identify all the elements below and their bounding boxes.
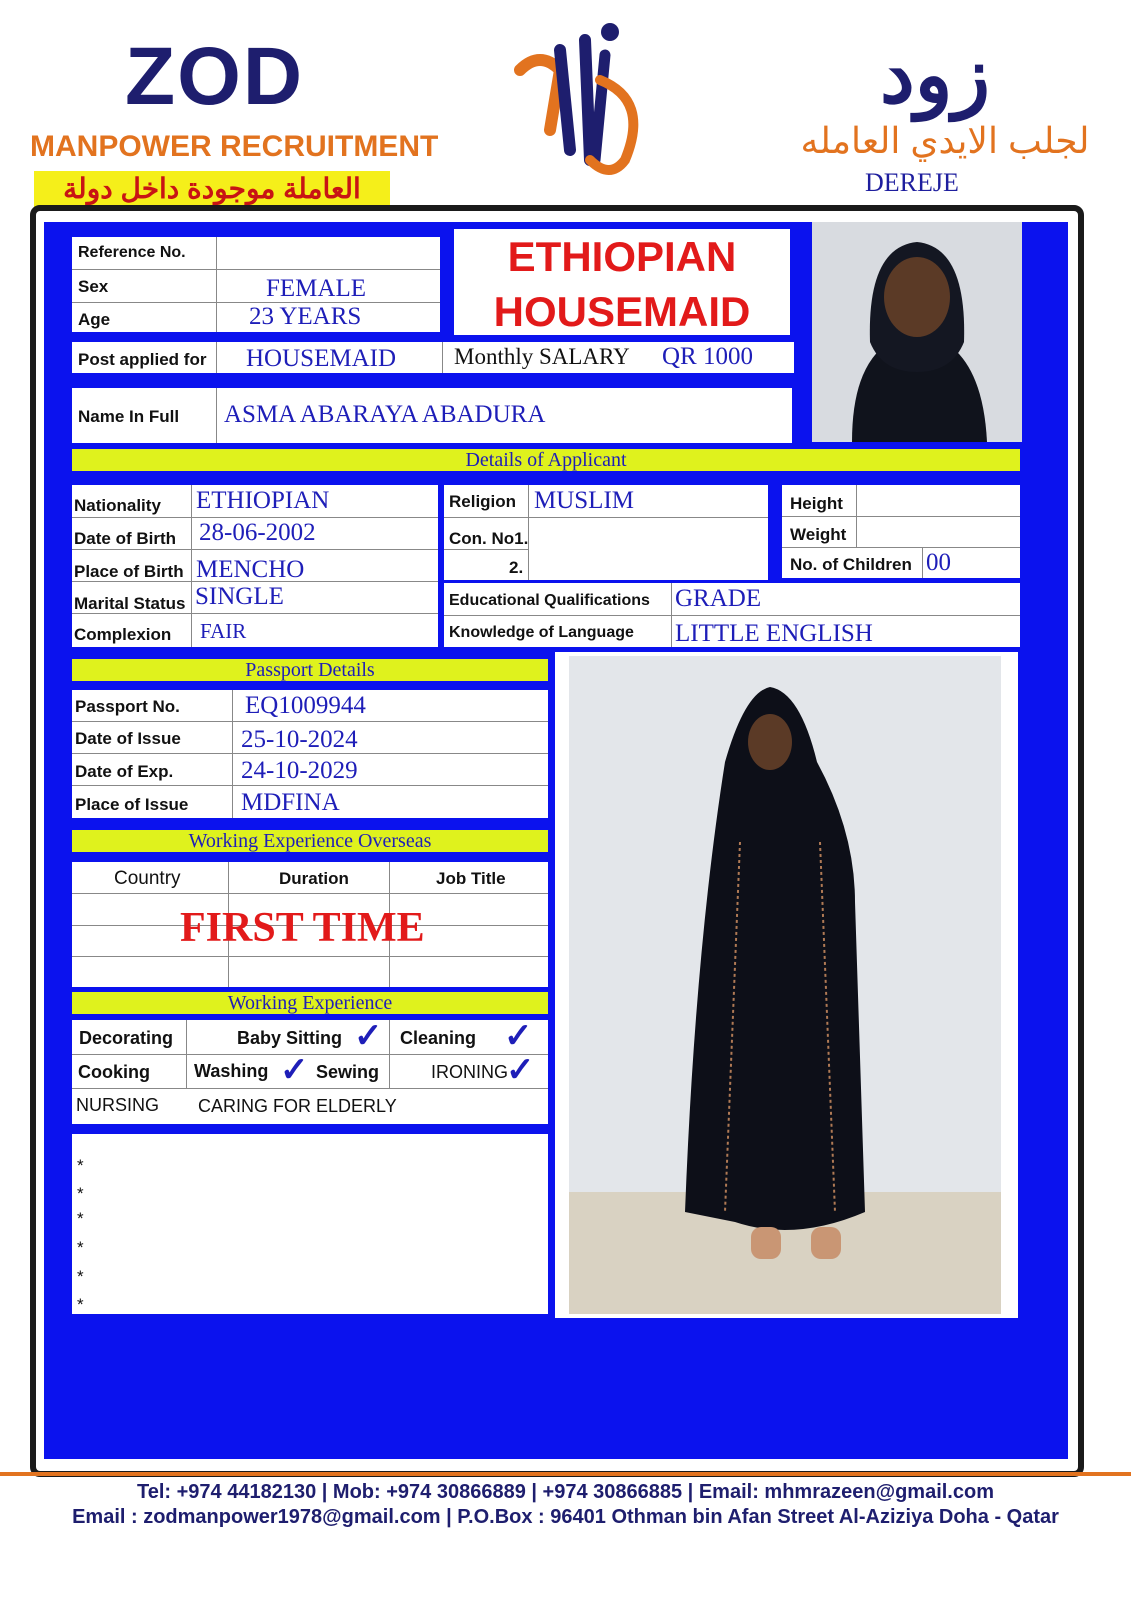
reference-label: Reference No. bbox=[78, 244, 186, 261]
issue-date-value: 25-10-2024 bbox=[241, 726, 358, 753]
full-body-photo bbox=[555, 652, 1018, 1318]
post-value: HOUSEMAID bbox=[246, 345, 396, 372]
religion-label: Religion bbox=[449, 492, 517, 511]
footer-contact-line: Tel: +974 44182130 | Mob: +974 30866889 | +974 30866885 | Email: mhmrazeen@gmail.com bbox=[137, 1481, 994, 1503]
religion-value: MUSLIM bbox=[534, 487, 635, 514]
note-bullet: * bbox=[77, 1209, 84, 1228]
salary-value: QR 1000 bbox=[662, 343, 753, 370]
complexion-value: FAIR bbox=[200, 619, 247, 643]
skill-sewing: Sewing bbox=[316, 1062, 380, 1082]
age-value: 23 YEARS bbox=[249, 303, 362, 330]
education-label: Educational Qualifications bbox=[449, 592, 650, 609]
overseas-col-duration: Duration bbox=[279, 869, 349, 888]
check-icon: ✓ bbox=[506, 1051, 535, 1089]
dereje-label: DEREJE bbox=[865, 168, 959, 197]
note-bullet: * bbox=[77, 1184, 84, 1203]
education-value: GRADE bbox=[675, 585, 762, 612]
children-label: No. of Children bbox=[790, 555, 912, 574]
salary-label: Monthly SALARY bbox=[454, 344, 630, 369]
expiry-date-label: Date of Exp. bbox=[75, 762, 174, 781]
arabic-logo: زود bbox=[880, 31, 991, 119]
passport-no-value: EQ1009944 bbox=[245, 692, 366, 719]
language-label: Knowledge of Language bbox=[449, 624, 634, 641]
brand-emblem-icon bbox=[500, 10, 680, 190]
issue-place-label: Place of Issue bbox=[75, 795, 189, 814]
age-label: Age bbox=[78, 310, 111, 329]
dob-label: Date of Birth bbox=[74, 529, 176, 548]
notes-box bbox=[72, 1134, 548, 1314]
passport-header: Passport Details bbox=[72, 659, 548, 681]
nationality-value: ETHIOPIAN bbox=[196, 487, 330, 514]
name-label: Name In Full bbox=[78, 407, 180, 426]
check-icon: ✓ bbox=[354, 1017, 383, 1055]
contact2-label: 2. bbox=[509, 558, 524, 577]
pob-value: MENCHO bbox=[196, 556, 305, 583]
note-bullet: * bbox=[77, 1156, 84, 1175]
marital-value: SINGLE bbox=[195, 583, 284, 610]
language-value: LITTLE ENGLISH bbox=[675, 620, 873, 647]
title-nationality: ETHIOPIAN bbox=[507, 233, 737, 280]
first-time-note: FIRST TIME bbox=[180, 905, 425, 951]
arabic-banner: العاملة موجودة داخل دولة bbox=[34, 171, 390, 207]
experience-header: Working Experience bbox=[72, 992, 548, 1014]
name-value: ASMA ABARAYA ABADURA bbox=[224, 401, 546, 428]
portrait-photo bbox=[812, 222, 1022, 442]
skill-decorating: Decorating bbox=[79, 1028, 174, 1048]
brand-logo-text: ZOD bbox=[125, 31, 305, 122]
passport-no-label: Passport No. bbox=[75, 697, 180, 716]
post-label: Post applied for bbox=[78, 350, 207, 369]
check-icon: ✓ bbox=[504, 1017, 533, 1055]
footer-address-line: Email : zodmanpower1978@gmail.com | P.O.Box : 96401 Othman bin Afan Street Al-Aziziya Doha - Qatar bbox=[72, 1506, 1059, 1528]
footer-divider bbox=[0, 1472, 1131, 1476]
arabic-subtitle: لجلب الايدي العامله bbox=[800, 120, 1090, 161]
issue-place-value: MDFINA bbox=[241, 789, 340, 816]
height-label: Height bbox=[790, 494, 843, 513]
overseas-header: Working Experience Overseas bbox=[72, 830, 548, 852]
note-bullet: * bbox=[77, 1238, 84, 1257]
note-bullet: * bbox=[77, 1295, 84, 1314]
skill-washing: Washing bbox=[194, 1061, 269, 1081]
expiry-date-value: 24-10-2029 bbox=[241, 757, 358, 784]
note-bullet: * bbox=[77, 1267, 84, 1286]
details-header: Details of Applicant bbox=[72, 449, 1020, 471]
overseas-col-country: Country bbox=[114, 868, 181, 889]
overseas-col-jobtitle: Job Title bbox=[436, 869, 506, 888]
pob-label: Place of Birth bbox=[74, 562, 184, 581]
brand-subtitle: MANPOWER RECRUITMENT bbox=[30, 130, 439, 163]
issue-date-label: Date of Issue bbox=[75, 729, 181, 748]
skill-baby-sitting: Baby Sitting bbox=[237, 1028, 343, 1048]
check-icon: ✓ bbox=[280, 1051, 309, 1089]
sex-label: Sex bbox=[78, 277, 109, 296]
skill-ironing: IRONING bbox=[431, 1062, 509, 1082]
weight-label: Weight bbox=[790, 525, 847, 544]
skill-elderly-care: CARING FOR ELDERLY bbox=[198, 1096, 397, 1116]
dob-value: 28-06-2002 bbox=[199, 519, 316, 546]
sex-value: FEMALE bbox=[266, 275, 366, 302]
marital-label: Marital Status bbox=[74, 594, 186, 613]
contact1-label: Con. No1. bbox=[449, 529, 529, 548]
nationality-label: Nationality bbox=[74, 496, 161, 515]
skill-nursing: NURSING bbox=[76, 1095, 160, 1115]
complexion-label: Complexion bbox=[74, 625, 172, 644]
skill-cooking: Cooking bbox=[78, 1062, 150, 1082]
children-value: 00 bbox=[926, 549, 951, 576]
skill-cleaning: Cleaning bbox=[400, 1028, 477, 1048]
title-position: HOUSEMAID bbox=[493, 288, 751, 335]
